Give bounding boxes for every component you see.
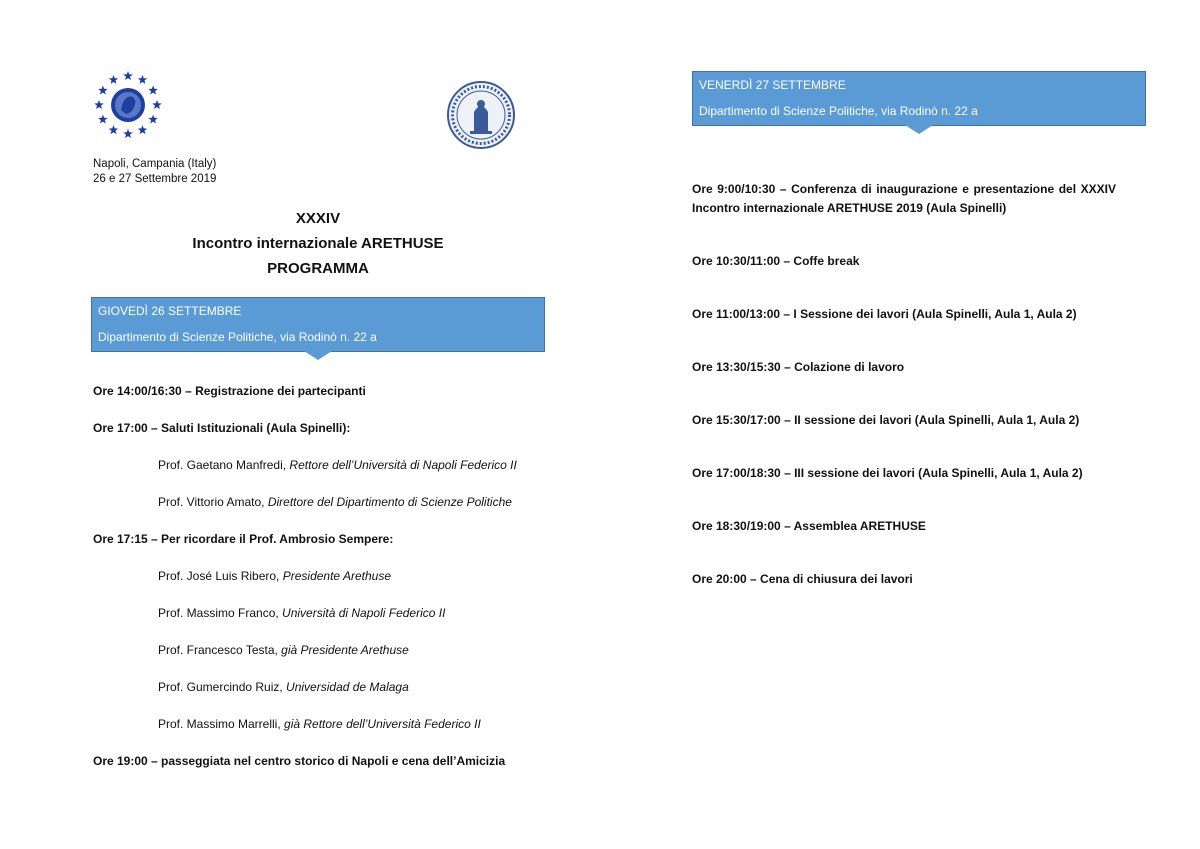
star-icon [98,86,108,95]
schedule-item: Ore 13:30/15:30 – Colazione di lavoro [692,360,905,374]
schedule-item: Ore 20:00 – Cena di chiusura dei lavori [692,572,913,586]
schedule-item: Ore 15:30/17:00 – II sessione dei lavori (Aula Spinelli, Aula 1, Aula 2) [692,413,1080,427]
speaker-item [93,458,553,495]
star-icon [109,75,119,84]
schedule-item: Ore 17:15 – Per ricordare il Prof. Ambrosio Sempere: [93,532,394,546]
banner-arrow [905,125,933,134]
banner-arrow [304,351,332,360]
schedule-item: Ore 18:30/19:00 – Assemblea ARETHUSE [692,519,926,533]
day2-banner-day: VENERDÌ 27 SETTEMBRE [699,78,846,92]
day1-banner-venue: Dipartimento di Scienze Politiche, via Rodinò n. 22 a [98,330,377,344]
day2-banner [692,71,1146,126]
speaker-name: Prof. José Luis Ribero, [158,569,283,583]
speaker-item [93,606,553,643]
title-line-2: Incontro internazionale ARETHUSE [192,235,444,252]
star-icon [138,125,148,134]
star-icon [138,75,148,84]
title-line-3: PROGRAMMA [267,260,369,277]
speaker-name: Prof. Massimo Marrelli, [158,717,285,731]
event-location [93,157,216,187]
speaker-item [93,717,553,754]
speaker-name: Prof. Gumercindo Ruiz, [158,680,287,694]
schedule-item: Ore 10:30/11:00 – Coffe break [692,254,860,268]
speaker-role: Direttore del Dipartimento di Scienze Politiche [267,495,512,509]
day1-banner-day: GIOVEDÌ 26 SETTEMBRE [98,304,242,318]
speaker-item [93,643,553,680]
university-seal-icon [440,80,522,150]
schedule-item: Ore 14:00/16:30 – Registrazione dei partecipanti [93,384,366,398]
speaker-role: Universidad de Malaga [286,680,409,694]
page-title [93,206,543,281]
star-icon [148,86,158,95]
arethuse-logo-icon [88,70,168,145]
speaker-role: già Presidente Arethuse [281,643,409,657]
speaker-item [93,680,553,717]
schedule-item: Ore 9:00/10:30 – Conferenza di inaugurazione e presentazione del XXXIV Incontro internazionale ARETHUSE 2019 (Aula Spinelli) [692,182,1116,215]
speaker-name: Prof. Massimo Franco, [158,606,283,620]
speaker-name: Prof. Francesco Testa, [158,643,282,657]
star-icon [152,100,162,109]
speaker-name: Prof. Gaetano Manfredi, [158,458,290,472]
speaker-item [93,495,553,532]
star-icon [148,115,158,124]
schedule-item: Ore 17:00/18:30 – III sessione dei lavori (Aula Spinelli, Aula 1, Aula 2) [692,466,1083,480]
speaker-role: Università di Napoli Federico II [282,606,446,620]
schedule-item: Ore 17:00 – Saluti Istituzionali (Aula Spinelli): [93,421,351,435]
star-icon [123,71,133,80]
speaker-name: Prof. Vittorio Amato, [158,495,268,509]
speaker-role: Presidente Arethuse [282,569,392,583]
day1-banner [91,297,545,352]
star-icon [98,115,108,124]
place-text: Napoli, Campania (Italy) [93,158,217,170]
schedule-item: Ore 19:00 – passeggiata nel centro storico di Napoli e cena dell’Amicizia [93,754,506,768]
star-icon [123,129,133,138]
speaker-role: Rettore dell’Università di Napoli Federico II [289,458,517,472]
day2-banner-venue: Dipartimento di Scienze Politiche, via Rodinò n. 22 a [699,104,978,118]
day1-schedule [93,384,553,791]
speaker-item [93,569,553,606]
speaker-role: già Rettore dell’Università Federico II [284,717,481,731]
dates-text: 26 e 27 Settembre 2019 [93,173,217,185]
schedule-item: Ore 11:00/13:00 – I Sessione dei lavori (Aula Spinelli, Aula 1, Aula 2) [692,307,1077,321]
star-icon [94,100,104,109]
day2-schedule [692,180,1116,623]
star-icon [109,125,119,134]
title-line-1: XXXIV [295,210,341,227]
